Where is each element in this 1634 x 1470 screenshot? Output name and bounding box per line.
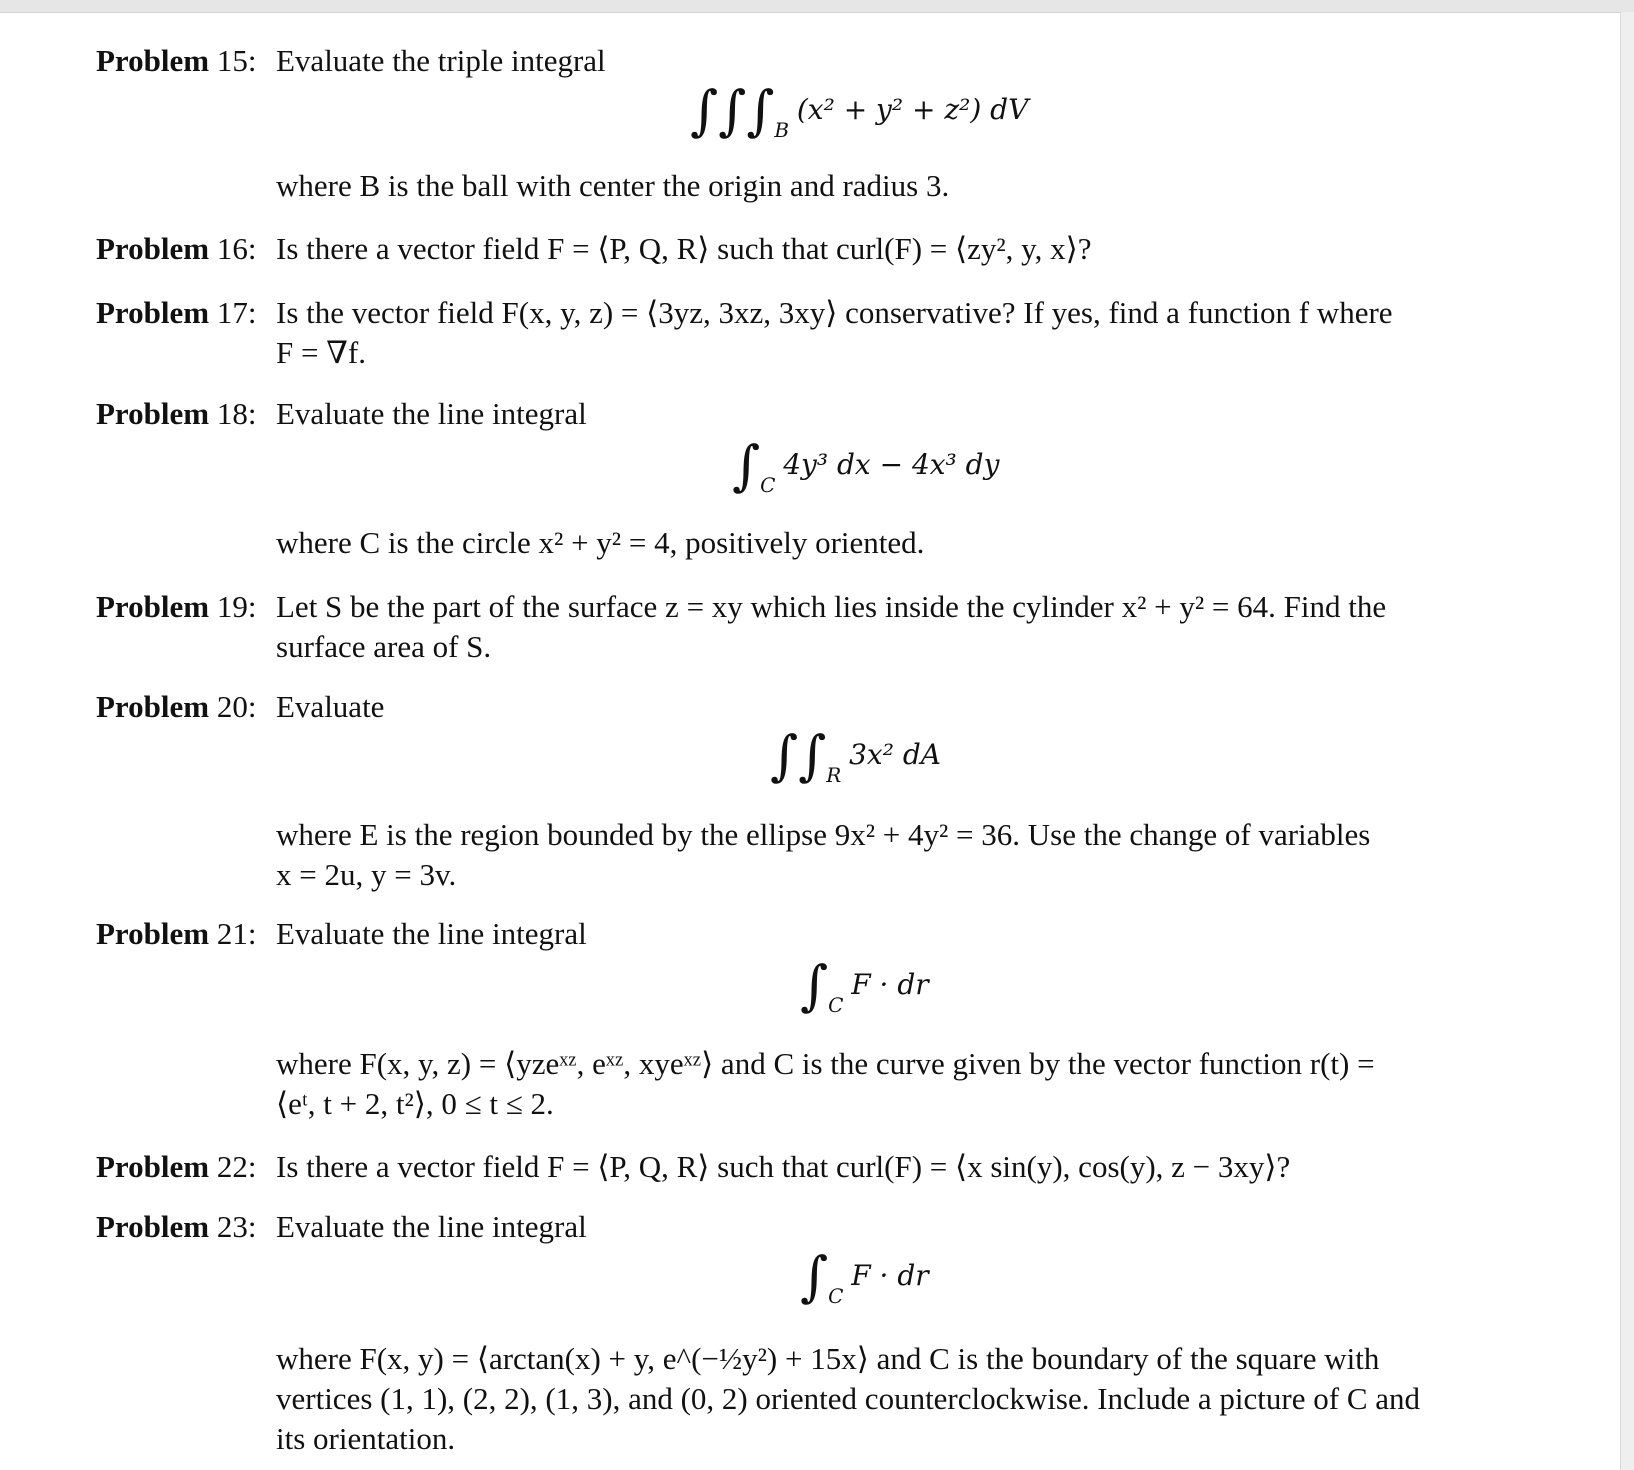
problem-18-heading: Problem 18: Evaluate the line integral bbox=[96, 396, 587, 431]
problem-18-condition: where C is the circle x² + y² = 4, positively oriented. bbox=[276, 525, 925, 560]
problem-23-line3: its orientation. bbox=[276, 1421, 456, 1456]
problem-17: Problem 17: Is the vector field F(x, y, z) = ⟨3yz, 3xz, 3xy⟩ conservative? If yes, find a function f where bbox=[96, 295, 1393, 330]
window-top-bar bbox=[0, 0, 1634, 13]
problem-19-line2: surface area of S. bbox=[276, 629, 492, 664]
problem-15-display-equation: $\int\int\int_B$ (x² + y² + z²) dV bbox=[690, 79, 1029, 142]
scrollbar[interactable] bbox=[1620, 12, 1634, 1470]
problem-23-line2: vertices (1, 1), (2, 2), (1, 3), and (0, 2) oriented counterclockwise. Include a picture of C and bbox=[276, 1381, 1421, 1416]
problem-21-line2: ⟨eᵗ, t + 2, t²⟩, 0 ≤ t ≤ 2. bbox=[276, 1086, 554, 1121]
problem-15-condition: where B is the ball with center the origin and radius 3. bbox=[276, 168, 950, 203]
problem-23-heading: Problem 23: Evaluate the line integral bbox=[96, 1209, 587, 1244]
problem-22: Problem 22: Is there a vector field F = ⟨P, Q, R⟩ such that curl(F) = ⟨x sin(y), cos(y), z − 3xy⟩? bbox=[96, 1149, 1291, 1184]
problem-21-heading: Problem 21: Evaluate the line integral bbox=[96, 916, 587, 951]
problem-23-line1: where F(x, y) = ⟨arctan(x) + y, e^(−½y²) + 15x⟩ and C is the boundary of the square with bbox=[276, 1341, 1380, 1376]
problem-20-heading: Problem 20: Evaluate bbox=[96, 689, 385, 724]
problem-21-line1: where F(x, y, z) = ⟨yzeˣᶻ, eˣᶻ, xyeˣᶻ⟩ and C is the curve given by the vector function r(t) = bbox=[276, 1046, 1375, 1081]
problem-20-display-equation: $\int\int_R$ 3x² dA bbox=[770, 724, 941, 787]
problem-18-display-equation: $\int_C$ 4y³ dx − 4x³ dy bbox=[732, 434, 1000, 497]
problem-20-line2: x = 2u, y = 3v. bbox=[276, 857, 457, 892]
problem-21-display-equation: $\int_C$ F · dr bbox=[800, 954, 929, 1017]
problem-20-line1: where E is the region bounded by the ellipse 9x² + 4y² = 36. Use the change of variables bbox=[276, 817, 1371, 852]
problem-17-line2: F = ∇f. bbox=[276, 335, 366, 370]
problem-23-display-equation: $\int_C$ F · dr bbox=[800, 1245, 929, 1308]
problem-15-heading: Problem 15: Evaluate the triple integral bbox=[96, 43, 606, 78]
problem-19: Problem 19: Let S be the part of the surface z = xy which lies inside the cylinder x² + y² = 64. Find the bbox=[96, 589, 1387, 624]
problem-16: Problem 16: Is there a vector field F = ⟨P, Q, R⟩ such that curl(F) = ⟨zy², y, x⟩? bbox=[96, 231, 1092, 266]
